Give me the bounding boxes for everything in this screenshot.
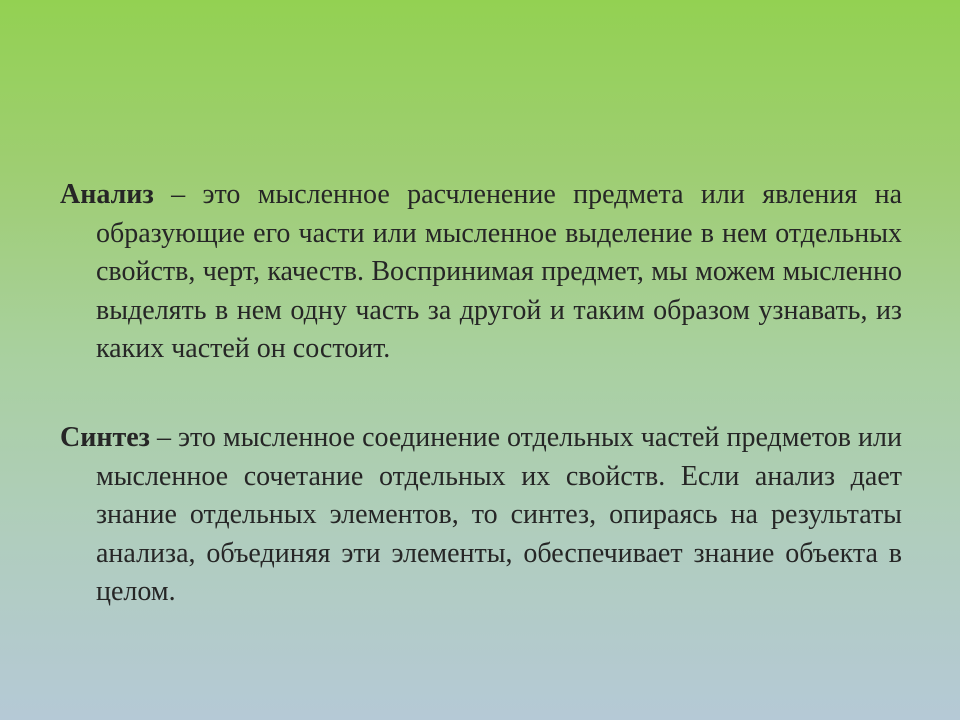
synthesis-paragraph	[60, 419, 902, 612]
analysis-definition: – это мысленное расчленение предмета или явления на образующие его части или мысленное выделение в нем отдельных свойств, черт, качеств. Воспринимая предмет, мы можем мысленно выделять в нем одну часть за другой и таким образом узнавать, из каких частей он состоит.	[96, 179, 902, 364]
analysis-term: Анализ	[60, 179, 154, 210]
analysis-paragraph	[60, 176, 902, 369]
synthesis-term: Синтез	[60, 422, 150, 453]
synthesis-definition: – это мысленное соединение отдельных частей предметов или мысленное сочетание отдельных их свойств. Если анализ дает знание отдельных элементов, то синтез, опираясь на результаты анализа, объединяя эти элементы, обеспечивает знание объекта в целом.	[96, 422, 902, 607]
